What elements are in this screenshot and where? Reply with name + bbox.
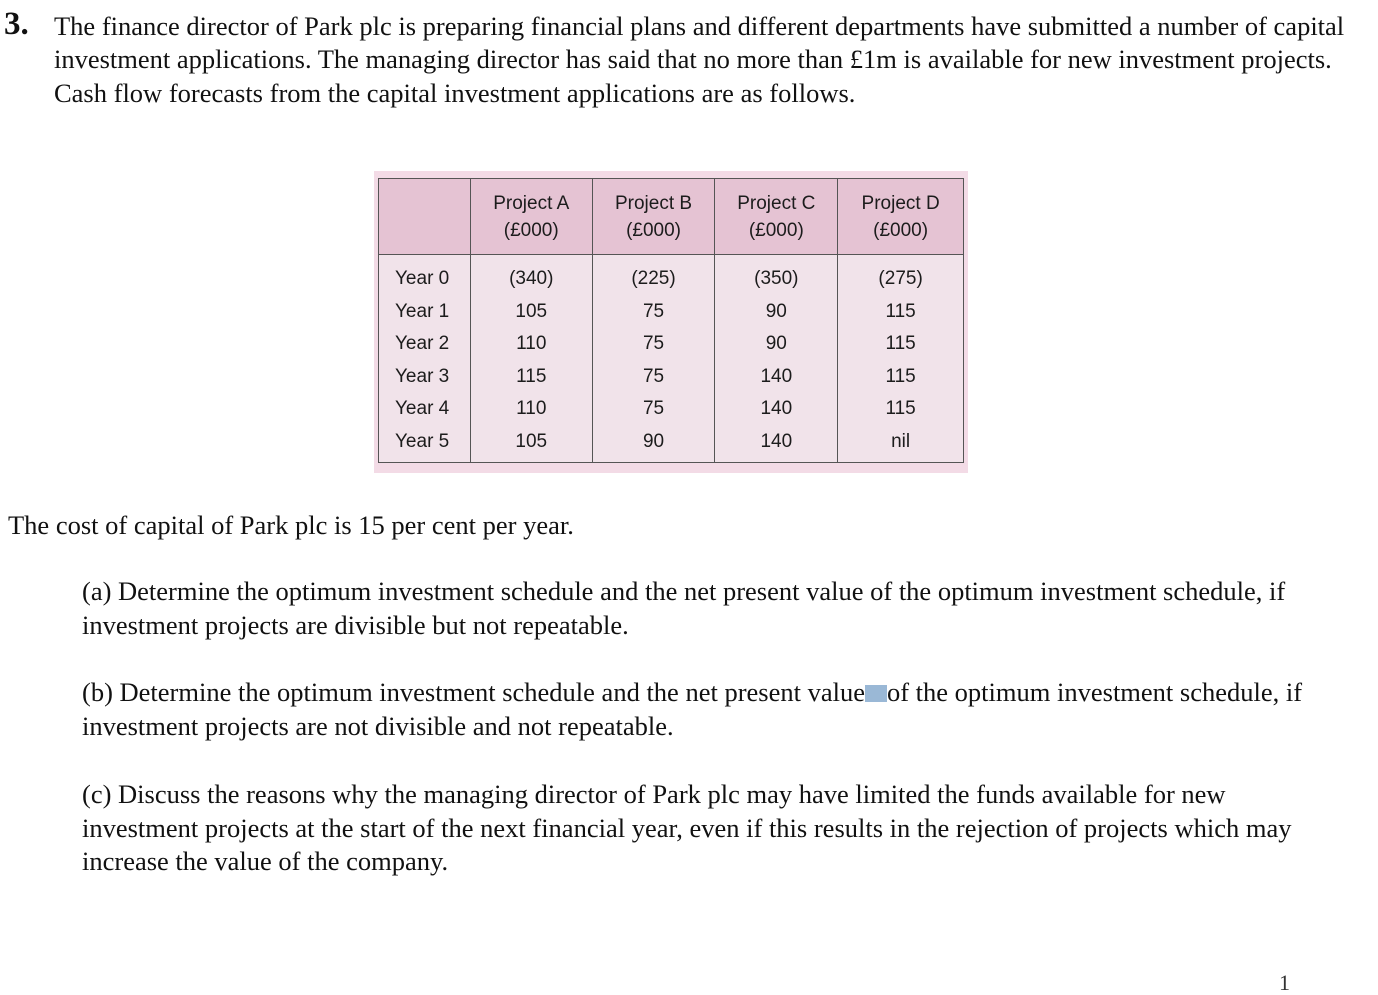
cell-project-c: 140 bbox=[715, 426, 838, 463]
cost-of-capital-text: The cost of capital of Park plc is 15 per cent per year. bbox=[8, 510, 574, 540]
cell-project-c: (350) bbox=[715, 255, 838, 296]
cell-project-a: 110 bbox=[470, 328, 592, 361]
cell-project-c: 90 bbox=[715, 296, 838, 329]
cell-project-d: (275) bbox=[838, 255, 964, 296]
cell-project-a: (340) bbox=[470, 255, 592, 296]
question-number: 3. bbox=[4, 6, 29, 42]
cash-flow-table-container bbox=[374, 171, 968, 473]
cell-project-c: 90 bbox=[715, 328, 838, 361]
table-row bbox=[379, 255, 964, 296]
row-label: Year 4 bbox=[379, 393, 471, 426]
part-b-text[interactable] bbox=[82, 676, 1342, 743]
header-name: Project B bbox=[614, 192, 693, 214]
header-name: Project C bbox=[737, 192, 816, 214]
cell-project-a: 110 bbox=[470, 393, 592, 426]
header-unit: (£000) bbox=[503, 219, 559, 241]
header-project-c bbox=[715, 179, 838, 255]
page-number: 1 bbox=[1279, 970, 1290, 995]
table-row bbox=[379, 393, 964, 426]
header-unit: (£000) bbox=[626, 219, 681, 241]
cell-project-a: 105 bbox=[470, 296, 592, 329]
cell-project-d: nil bbox=[838, 426, 964, 463]
row-label: Year 5 bbox=[379, 426, 471, 463]
cell-project-d: 115 bbox=[838, 296, 964, 329]
table-header-row bbox=[379, 179, 964, 255]
cell-project-b: 75 bbox=[592, 296, 715, 329]
header-corner bbox=[379, 179, 471, 255]
cell-project-c: 140 bbox=[715, 393, 838, 426]
header-name: Project A bbox=[493, 192, 570, 214]
cell-project-a: 115 bbox=[470, 361, 592, 394]
row-label: Year 2 bbox=[379, 328, 471, 361]
cell-project-d: 115 bbox=[838, 328, 964, 361]
cell-project-d: 115 bbox=[838, 393, 964, 426]
table-row bbox=[379, 328, 964, 361]
cash-flow-table bbox=[378, 178, 964, 463]
text-cursor-selection[interactable] bbox=[865, 685, 887, 702]
header-name: Project D bbox=[861, 192, 940, 214]
intro-text: The finance director of Park plc is preparing financial plans and different departments have submitted a number of capital investment applications. The managing director has said that no more than £1m is available for new investment projects. Cash flow forecasts from the capital investment applications are as follows. bbox=[54, 11, 1345, 108]
row-label: Year 0 bbox=[379, 255, 471, 296]
cell-project-b: 75 bbox=[592, 328, 715, 361]
cell-project-b: 75 bbox=[592, 361, 715, 394]
cell-project-b: (225) bbox=[592, 255, 715, 296]
part-b-text-end: of the optimum investment schedule, if investment projects are not divisible and not repeatable. bbox=[82, 677, 1303, 741]
cell-project-b: 75 bbox=[592, 393, 715, 426]
header-project-b bbox=[592, 179, 715, 255]
row-label: Year 3 bbox=[379, 361, 471, 394]
table-row bbox=[379, 426, 964, 463]
header-unit: (£000) bbox=[748, 219, 804, 241]
row-label: Year 1 bbox=[379, 296, 471, 329]
cell-project-b: 90 bbox=[592, 426, 715, 463]
header-unit: (£000) bbox=[873, 219, 929, 241]
cell-project-c: 140 bbox=[715, 361, 838, 394]
cell-project-a: 105 bbox=[470, 426, 592, 463]
header-project-a bbox=[470, 179, 592, 255]
part-a-text: (a) Determine the optimum investment schedule and the net present value of the optimum investment schedule, if investment projects are divisible but not repeatable. bbox=[82, 576, 1286, 640]
part-b-text-start: (b) Determine the optimum investment schedule and the net present value bbox=[82, 677, 865, 707]
table-row bbox=[379, 361, 964, 394]
table-row bbox=[379, 296, 964, 329]
header-project-d bbox=[838, 179, 964, 255]
part-c-text: (c) Discuss the reasons why the managing director of Park plc may have limited the funds available for new investment projects at the start of the next financial year, even if this results in the rejection of projects which may increase the value of the company. bbox=[82, 779, 1292, 876]
question-intro bbox=[54, 10, 1354, 110]
cell-project-d: 115 bbox=[838, 361, 964, 394]
